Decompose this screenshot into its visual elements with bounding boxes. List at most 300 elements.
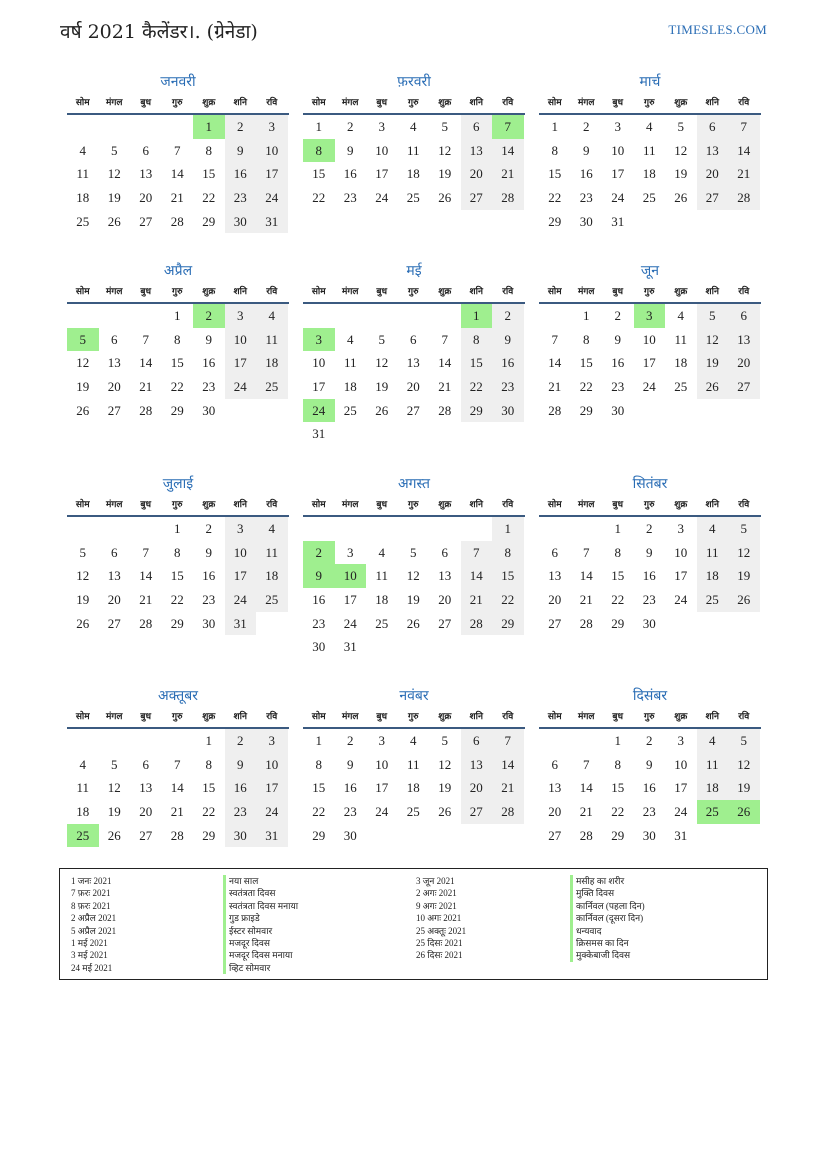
legend-date: 7 फ़रः 2021: [71, 888, 111, 899]
day-cell: 15: [461, 351, 493, 375]
day-cell: 11: [697, 753, 729, 777]
day-cell: 11: [697, 541, 729, 565]
day-cell: 9: [225, 753, 257, 777]
legend-date: 25 अक्तूः 2021: [416, 925, 467, 936]
weekday-label: गुरु: [644, 98, 655, 108]
day-cell: 23: [202, 379, 216, 395]
day-cell: 17: [225, 564, 257, 588]
day-cell: 28: [728, 186, 760, 210]
day-cell: 28: [579, 827, 593, 843]
day-cell: 17: [256, 776, 288, 800]
day-cell: 26: [76, 615, 90, 631]
day-cell: 6: [728, 304, 760, 328]
day-cell: 4: [347, 331, 354, 347]
day-cell: 6: [142, 756, 149, 772]
day-cell: 26: [438, 190, 452, 206]
day-cell: 1: [205, 733, 212, 748]
weekday-label: सोम: [547, 287, 562, 297]
empty-cell: [539, 304, 571, 328]
weekday-header: [303, 495, 525, 517]
day-cell: 27: [107, 402, 121, 418]
day-cell: 17: [375, 166, 389, 182]
day-cell: 27: [728, 375, 760, 399]
day-cell: 10: [375, 756, 389, 772]
day-cell: 15: [579, 355, 593, 371]
day-cell: 25: [375, 615, 389, 631]
weekday-label: सोम: [75, 98, 90, 108]
day-cell: 1: [551, 119, 558, 134]
weekday-label: शुक्र: [202, 98, 216, 108]
day-cell: 30: [642, 827, 656, 843]
weekday-label: शनि: [233, 98, 247, 108]
day-cell: 10: [256, 139, 288, 163]
day-cell: 22: [312, 804, 326, 820]
day-cell: 17: [642, 355, 656, 371]
day-cell: 11: [406, 756, 420, 772]
day-cell: 7: [441, 331, 448, 347]
day-cell: 18: [406, 166, 420, 182]
day-cell: 15: [548, 166, 562, 182]
day-cell: 6: [142, 142, 149, 158]
day-grid: [303, 115, 525, 210]
day-cell: 22: [202, 190, 216, 206]
weekday-label: बुध: [140, 500, 152, 510]
day-cell: 23: [492, 375, 524, 399]
day-cell: 23: [642, 804, 656, 820]
day-cell: 10: [674, 544, 688, 560]
weekday-label: रवि: [266, 500, 278, 510]
day-cell: 21: [579, 804, 593, 820]
weekday-label: बुध: [140, 712, 152, 722]
day-cell: 13: [139, 780, 153, 796]
day-cell: 17: [674, 568, 688, 584]
day-cell: 31: [674, 827, 688, 843]
day-grid: [303, 517, 525, 659]
day-cell: 5: [697, 304, 729, 328]
day-cell: 15: [492, 564, 524, 588]
day-grid: [67, 517, 289, 635]
day-cell: 30: [202, 615, 216, 631]
day-grid: [539, 304, 761, 422]
weekday-header: [539, 707, 761, 729]
legend-name: स्वतंत्रता दिवस: [223, 887, 298, 899]
day-cell: 20: [406, 379, 420, 395]
day-cell: 26: [438, 804, 452, 820]
empty-cell: [67, 517, 99, 541]
day-cell: 28: [438, 402, 452, 418]
day-cell: 11: [406, 142, 420, 158]
legend-name: कार्निवल (दूसरा दिन): [570, 912, 645, 924]
day-cell: 2: [646, 521, 653, 536]
weekday-label: रवि: [502, 712, 514, 722]
day-cell: 31: [343, 639, 357, 655]
day-cell: 23: [642, 592, 656, 608]
day-cell: 6: [461, 729, 493, 753]
day-cell: 20: [548, 592, 562, 608]
day-cell: 17: [674, 780, 688, 796]
day-cell: 13: [548, 568, 562, 584]
day-cell: 30: [642, 615, 656, 631]
legend-column-date: [71, 875, 116, 974]
day-cell: 25: [642, 190, 656, 206]
day-cell: 21: [170, 804, 184, 820]
month-name: जून: [640, 263, 660, 279]
page-title: वर्ष 2021 कैलेंडर।. (ग्रेनेडा): [60, 21, 258, 43]
day-cell: 3: [378, 119, 385, 134]
day-cell: 31: [256, 210, 288, 234]
day-cell: 9: [225, 139, 257, 163]
day-cell: 13: [107, 568, 121, 584]
empty-cell: [539, 729, 571, 753]
day-cell: 10: [225, 541, 257, 565]
weekday-label: गुरु: [172, 98, 183, 108]
day-cell: 21: [548, 379, 562, 395]
day-cell: 3: [347, 544, 354, 560]
day-cell: 28: [492, 186, 524, 210]
day-cell: 27: [107, 615, 121, 631]
day-cell: 8: [492, 541, 524, 565]
weekday-label: गुरु: [408, 712, 419, 722]
day-cell: 17: [343, 592, 357, 608]
day-cell: 5: [111, 756, 118, 772]
day-cell: 24: [674, 592, 688, 608]
empty-cell: [398, 517, 430, 541]
legend-name: नया साल: [223, 875, 298, 887]
holiday-day-cell: 3: [303, 328, 335, 352]
weekday-label: शुक्र: [202, 712, 216, 722]
day-cell: 11: [76, 780, 90, 796]
day-cell: 19: [438, 166, 452, 182]
weekday-label: मंगल: [105, 500, 123, 510]
day-cell: 31: [225, 612, 257, 636]
day-cell: 1: [614, 521, 621, 536]
weekday-label: शनि: [705, 98, 719, 108]
holiday-day-cell: 9: [303, 564, 335, 588]
day-cell: 29: [312, 827, 326, 843]
month-name: दिसंबर: [632, 688, 668, 704]
weekday-label: रवि: [266, 98, 278, 108]
day-cell: 7: [142, 544, 149, 560]
day-cell: 10: [611, 142, 625, 158]
day-cell: 6: [111, 544, 118, 560]
weekday-label: गुरु: [644, 712, 655, 722]
day-cell: 26: [674, 190, 688, 206]
legend-name: व्हिट सोमवार: [223, 962, 298, 974]
day-cell: 8: [315, 756, 322, 772]
day-cell: 26: [107, 213, 121, 229]
day-cell: 20: [461, 162, 493, 186]
weekday-label: शनि: [233, 500, 247, 510]
legend-name: कार्निवल (पहला दिन): [570, 900, 645, 912]
day-cell: 13: [461, 139, 493, 163]
day-cell: 22: [461, 375, 493, 399]
day-cell: 14: [139, 355, 153, 371]
day-cell: 1: [492, 517, 524, 541]
day-cell: 6: [441, 544, 448, 560]
day-cell: 2: [492, 304, 524, 328]
day-cell: 22: [492, 588, 524, 612]
day-cell: 24: [642, 379, 656, 395]
day-cell: 14: [139, 568, 153, 584]
day-cell: 6: [461, 115, 493, 139]
weekday-label: शनि: [469, 98, 483, 108]
day-cell: 13: [548, 780, 562, 796]
weekday-label: गुरु: [644, 500, 655, 510]
holiday-day-cell: 26: [728, 800, 760, 824]
month-6: [539, 260, 761, 422]
weekday-header: [67, 282, 289, 304]
day-cell: 24: [674, 804, 688, 820]
month-1: [67, 71, 289, 233]
weekday-label: रवि: [502, 500, 514, 510]
legend-column-date: [416, 875, 466, 962]
empty-cell: [303, 517, 335, 541]
day-cell: 21: [139, 592, 153, 608]
weekday-label: शनि: [705, 500, 719, 510]
day-cell: 14: [438, 355, 452, 371]
day-cell: 27: [697, 186, 729, 210]
day-cell: 4: [410, 733, 417, 748]
legend-date: 3 मई 2021: [71, 950, 108, 961]
day-cell: 7: [583, 756, 590, 772]
day-cell: 1: [315, 119, 322, 134]
day-cell: 10: [375, 142, 389, 158]
empty-cell: [99, 304, 131, 328]
day-cell: 9: [347, 756, 354, 772]
day-cell: 26: [76, 402, 90, 418]
day-cell: 29: [170, 615, 184, 631]
weekday-label: शुक्र: [674, 500, 688, 510]
day-cell: 29: [202, 213, 216, 229]
day-cell: 17: [256, 162, 288, 186]
day-cell: 13: [139, 166, 153, 182]
day-cell: 4: [646, 119, 653, 134]
day-cell: 2: [225, 115, 257, 139]
legend-name: स्वतंत्रता दिवस मनाया: [223, 900, 298, 912]
day-cell: 18: [76, 190, 90, 206]
day-cell: 5: [441, 733, 448, 748]
day-cell: 26: [107, 827, 121, 843]
day-cell: 7: [142, 331, 149, 347]
day-cell: 8: [205, 756, 212, 772]
day-cell: 16: [579, 166, 593, 182]
day-cell: 12: [697, 328, 729, 352]
weekday-label: बुध: [612, 98, 624, 108]
day-cell: 17: [375, 780, 389, 796]
day-cell: 12: [76, 568, 90, 584]
day-cell: 21: [139, 379, 153, 395]
day-grid: [539, 115, 761, 233]
weekday-label: रवि: [266, 287, 278, 297]
weekday-label: शनि: [705, 287, 719, 297]
weekday-label: सोम: [311, 287, 326, 297]
day-cell: 22: [312, 190, 326, 206]
month-8: [303, 473, 525, 659]
day-cell: 31: [312, 426, 326, 442]
day-cell: 8: [174, 331, 181, 347]
weekday-label: शुक्र: [674, 287, 688, 297]
empty-cell: [366, 304, 398, 328]
empty-cell: [67, 304, 99, 328]
day-cell: 16: [492, 351, 524, 375]
day-cell: 4: [378, 544, 385, 560]
weekday-label: शुक्र: [674, 712, 688, 722]
day-cell: 2: [347, 733, 354, 748]
weekday-label: मंगल: [577, 287, 595, 297]
day-cell: 7: [174, 142, 181, 158]
weekday-header: [67, 707, 289, 729]
day-cell: 18: [697, 564, 729, 588]
day-cell: 14: [728, 139, 760, 163]
weekday-label: सोम: [75, 712, 90, 722]
day-cell: 4: [79, 142, 86, 158]
month-10: [67, 685, 289, 847]
day-cell: 24: [256, 800, 288, 824]
day-cell: 29: [579, 402, 593, 418]
day-cell: 10: [225, 328, 257, 352]
day-cell: 29: [492, 612, 524, 636]
weekday-label: बुध: [376, 712, 388, 722]
day-cell: 5: [410, 544, 417, 560]
legend-name: गुड फ्राइडे: [223, 912, 298, 924]
day-cell: 18: [76, 804, 90, 820]
day-cell: 7: [461, 541, 493, 565]
day-cell: 14: [492, 753, 524, 777]
day-cell: 19: [728, 776, 760, 800]
day-cell: 29: [548, 213, 562, 229]
day-cell: 25: [406, 190, 420, 206]
day-cell: 23: [579, 190, 593, 206]
weekday-header: [539, 282, 761, 304]
day-cell: 28: [139, 402, 153, 418]
day-cell: 3: [225, 304, 257, 328]
day-cell: 1: [174, 521, 181, 536]
day-cell: 2: [225, 729, 257, 753]
weekday-header: [303, 282, 525, 304]
day-cell: 9: [646, 756, 653, 772]
day-cell: 25: [406, 804, 420, 820]
day-cell: 20: [548, 804, 562, 820]
day-cell: 12: [438, 756, 452, 772]
day-cell: 16: [642, 780, 656, 796]
day-cell: 12: [107, 166, 121, 182]
day-cell: 5: [677, 119, 684, 134]
day-cell: 22: [579, 379, 593, 395]
weekday-label: रवि: [502, 98, 514, 108]
day-cell: 26: [697, 375, 729, 399]
day-cell: 14: [170, 166, 184, 182]
legend-date: 25 दिसः 2021: [416, 937, 463, 948]
day-cell: 2: [614, 308, 621, 323]
weekday-label: मंगल: [105, 712, 123, 722]
day-cell: 15: [202, 166, 216, 182]
day-cell: 11: [256, 541, 288, 565]
weekday-label: मंगल: [577, 712, 595, 722]
empty-cell: [303, 304, 335, 328]
weekday-label: शनि: [469, 500, 483, 510]
day-cell: 24: [611, 190, 625, 206]
day-cell: 19: [107, 190, 121, 206]
weekday-label: बुध: [376, 98, 388, 108]
empty-cell: [429, 517, 461, 541]
day-cell: 14: [170, 780, 184, 796]
day-cell: 13: [728, 328, 760, 352]
empty-cell: [67, 729, 99, 753]
day-cell: 13: [406, 355, 420, 371]
day-cell: 30: [611, 402, 625, 418]
weekday-header: [67, 93, 289, 115]
day-cell: 24: [375, 804, 389, 820]
day-cell: 3: [614, 119, 621, 134]
day-cell: 19: [438, 780, 452, 796]
day-cell: 11: [642, 142, 656, 158]
day-cell: 8: [461, 328, 493, 352]
day-cell: 4: [697, 517, 729, 541]
day-cell: 8: [174, 544, 181, 560]
day-cell: 8: [551, 142, 558, 158]
weekday-label: रवि: [738, 712, 750, 722]
holiday-day-cell: 8: [303, 139, 335, 163]
month-name: मार्च: [639, 74, 661, 90]
holiday-day-cell: 25: [697, 800, 729, 824]
day-cell: 2: [646, 733, 653, 748]
empty-cell: [130, 304, 162, 328]
weekday-label: मंगल: [577, 98, 595, 108]
legend-column-name: [223, 875, 298, 974]
legend-date: 26 दिसः 2021: [416, 950, 463, 961]
weekday-label: गुरु: [408, 98, 419, 108]
day-cell: 24: [343, 615, 357, 631]
day-cell: 19: [76, 592, 90, 608]
site-link[interactable]: TIMESLES.COM: [668, 22, 767, 37]
weekday-label: शुक्र: [438, 712, 452, 722]
day-cell: 26: [375, 402, 389, 418]
weekday-label: सोम: [75, 500, 90, 510]
day-cell: 19: [76, 379, 90, 395]
weekday-label: बुध: [140, 98, 152, 108]
day-grid: [539, 729, 761, 847]
day-cell: 29: [461, 399, 493, 423]
holiday-day-cell: 1: [193, 115, 225, 139]
day-cell: 11: [343, 355, 357, 371]
day-cell: 21: [728, 162, 760, 186]
day-cell: 30: [343, 827, 357, 843]
day-cell: 5: [441, 119, 448, 134]
day-cell: 25: [256, 375, 288, 399]
weekday-label: गुरु: [172, 287, 183, 297]
month-name: अगस्त: [397, 476, 430, 492]
day-cell: 25: [343, 402, 357, 418]
day-cell: 10: [312, 355, 326, 371]
weekday-label: मंगल: [341, 98, 359, 108]
legend-name: मुक्ति दिवस: [570, 887, 645, 899]
day-cell: 27: [461, 186, 493, 210]
empty-cell: [398, 304, 430, 328]
holiday-day-cell: 3: [634, 304, 666, 328]
day-cell: 28: [170, 827, 184, 843]
day-cell: 24: [375, 190, 389, 206]
day-cell: 13: [107, 355, 121, 371]
day-grid: [303, 304, 525, 446]
day-cell: 28: [579, 615, 593, 631]
empty-cell: [67, 115, 99, 139]
day-cell: 16: [202, 355, 216, 371]
day-cell: 28: [170, 213, 184, 229]
day-cell: 22: [202, 804, 216, 820]
weekday-label: बुध: [612, 287, 624, 297]
day-cell: 18: [256, 351, 288, 375]
empty-cell: [366, 517, 398, 541]
